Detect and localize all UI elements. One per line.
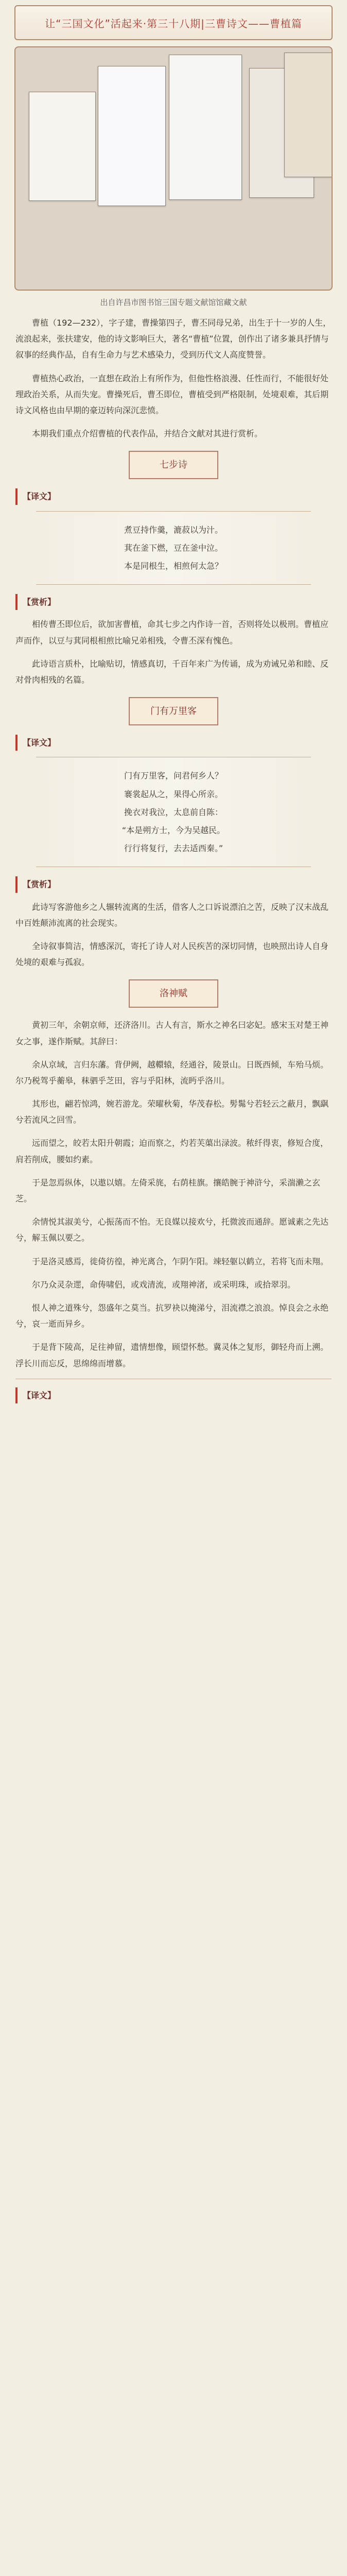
translation-heading: 【译文】 [15,735,332,751]
poem-line: 门有万里客，问君何乡人？ [124,771,223,781]
poem-line: 挽衣对我泣，太息前自陈： [124,807,223,817]
book-cover-1 [29,92,96,201]
article-body [15,315,332,1403]
section-paragraph: 于是忽焉纵体，以遨以嬉。左倚采旄，右荫桂旗。攘皓腕于神浒兮，采湍濑之玄芝。 [15,1177,321,1204]
intro-paragraph: 曹植（192—232），字子建，曹操第四子，曹丕同母兄弟，出生于十一岁的人生，流浪起来，张扶建安，他的诗文影响巨大，著名“曹植”位置，创作出了诸多兼具抒情与叙事的经典作品，自有生命力与艺术感染力，受到历代文人高度赞誉。 [15,318,332,360]
poem-line: 褰裳起从之，果得心所亲。 [124,789,223,799]
translation-heading: 【译文】 [15,488,332,504]
section-title: 洛神赋 [129,979,218,1008]
book-cover-2 [98,66,166,206]
section-title: 七步诗 [129,451,218,479]
analysis-heading: 【赏析】 [15,876,332,892]
section-paragraph: 此诗语言质朴，比喻贴切，情感真切，千百年来广为传诵，成为劝诫兄弟和睦、反对骨肉相残的名篇。 [15,658,329,685]
poem-line: 行行将复行，去去适西秦。” [124,843,223,854]
section-lead: 黄初三年，余朝京师，还济洛川。古人有言，斯水之神名曰宓妃。感宋玉对楚王神女之事，遂作斯赋。其辞曰： [15,1020,329,1046]
intro-paragraph: 本期我们重点介绍曹植的代表作品，并结合文献对其进行赏析。 [32,429,263,439]
poem-block [36,757,311,867]
section-paragraph: 远而望之，皎若太阳升朝霞；迫而察之，灼若芙蕖出渌波。秾纤得衷，修短合度，肩若削成，腰如约素。 [15,1138,329,1164]
section-paragraph: 余情悦其淑美兮，心振荡而不怡。无良媒以接欢兮，托微波而通辞。愿诚素之先达兮，解玉佩以要之。 [15,1217,329,1243]
book-cover-3 [169,55,242,200]
section-paragraph: 恨人神之道殊兮，怨盛年之莫当。抗罗袂以掩涕兮，泪流襟之浪浪。悼良会之永绝兮，哀一逝而异乡。 [15,1302,329,1329]
section-paragraph: 相传曹丕即位后，欲加害曹植，命其七步之内作诗一首，否则将处以极刑。曹植应声而作，以豆与萁同根相煎比喻兄弟相残，令曹丕深有愧色。 [15,619,329,646]
analysis-heading: 【赏析】 [15,594,332,610]
translation-heading: 【译文】 [15,1387,332,1403]
book-image [14,46,333,291]
poem-line: 萁在釜下燃，豆在釜中泣。 [124,543,223,553]
header-bar [14,5,333,40]
poem-line: 煮豆持作羹，漉菽以为汁。 [124,524,223,535]
poem-block [36,511,311,585]
poem-line: 本是同根生，相煎何太急？ [124,561,223,571]
section-paragraph: 全诗叙事简洁，情感深沉，寄托了诗人对人民疾苦的深切同情，也映照出诗人自身处境的艰难与孤寂。 [15,941,329,968]
section-paragraph: 于是洛灵感焉，徙倚彷徨，神光离合，乍阴乍阳。竦轻躯以鹤立，若将飞而未翔。 [32,1256,329,1266]
intro-paragraph: 曹植热心政治，一直想在政治上有所作为，但他性格浪漫、任性而行，不能很好处理政治关系，从而失宠。曹操死后，曹丕即位，曹植受到严格限制，处境艰难，其后期诗文风格也由早期的豪迈转向深沉悲愤。 [15,373,329,415]
section-paragraph: 于是背下陵高，足往神留，遗情想像，顾望怀愁。冀灵体之复形，御轻舟而上溯。浮长川而忘反，思绵绵而增慕。 [15,1342,329,1368]
page-title: 让“三国文化”活起来·第三十八期|三曹诗文——曹植篇 [45,17,302,30]
section-title: 门有万里客 [129,697,218,725]
poem-line: “本是朔方士，今为吴越民。 [122,825,225,835]
image-caption: 出自许昌市图书馆三国专题文献馆馆藏文献 [100,298,247,307]
section-paragraph: 余从京域，言归东藩。背伊阙，越轘辕，经通谷，陵景山。日既西倾，车殆马烦。尔乃税驾乎蘅皋，秣驷乎芝田，容与乎阳林，流眄乎洛川。 [15,1059,329,1086]
section-paragraph: 此诗写客游他乡之人辗转流离的生活，借客人之口诉说漂泊之苦，反映了汉末战乱中百姓颠沛流离的社会现实。 [15,902,329,928]
section-paragraph: 其形也，翩若惊鸿，婉若游龙。荣曜秋菊，华茂春松。髣髴兮若轻云之蔽月，飘飖兮若流风之回雪。 [15,1099,329,1125]
book-cover-5 [284,53,333,177]
section-paragraph: 尔乃众灵杂遝，命俦啸侣，或戏清流，或翔神渚，或采明珠，或拾翠羽。 [32,1279,296,1290]
page [0,5,347,2576]
